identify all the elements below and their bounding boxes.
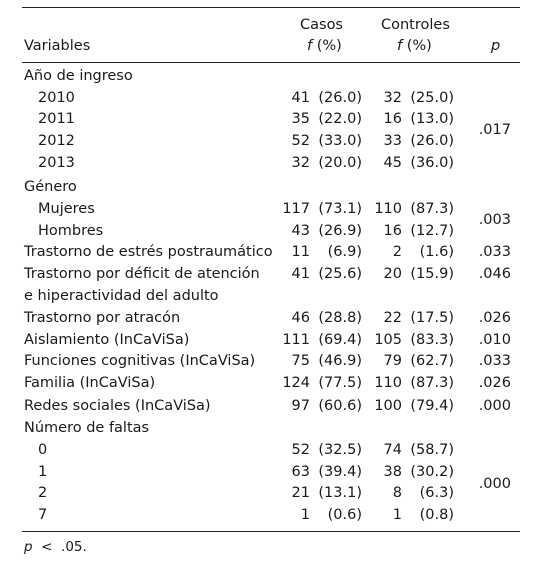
controls-percent: (26.0) — [410, 133, 454, 149]
group-label: Año de ingreso — [24, 68, 133, 84]
p-value: .026 — [478, 375, 511, 391]
row-label: Redes sociales (InCaViSa) — [24, 398, 211, 414]
cases-count: 124 — [282, 375, 310, 391]
p-value: .033 — [478, 353, 511, 369]
controls-percent: (83.3) — [410, 332, 454, 348]
row-label: Funciones cognitivas (InCaViSa) — [24, 353, 256, 369]
controls-count: 110 — [374, 375, 402, 391]
group-label: Número de faltas — [24, 420, 150, 436]
controls-count: 100 — [374, 398, 402, 414]
controls-percent: (12.7) — [410, 223, 454, 239]
controls-count: 16 — [383, 111, 402, 127]
cases-count: 41 — [291, 266, 310, 282]
cases-count: 11 — [291, 244, 310, 260]
controls-count: 45 — [383, 155, 402, 171]
controls-percent: (25.0) — [410, 90, 454, 106]
row-label: 2013 — [38, 155, 75, 171]
cases-percent: (22.0) — [318, 111, 362, 127]
top-rule — [22, 7, 520, 8]
controls-percent: (87.3) — [410, 201, 454, 217]
controls-percent: (62.7) — [410, 353, 454, 369]
cases-count: 75 — [291, 353, 310, 369]
controls-percent: (36.0) — [410, 155, 454, 171]
controls-count: 16 — [383, 223, 402, 239]
cases-count: 1 — [300, 507, 310, 523]
controls-percent: (15.9) — [410, 266, 454, 282]
row-label: 0 — [38, 442, 48, 458]
controls-count: 20 — [383, 266, 402, 282]
header-p: p — [491, 38, 501, 54]
bottom-rule — [22, 531, 520, 532]
row-label: 2012 — [38, 133, 75, 149]
cases-percent: (69.4) — [318, 332, 362, 348]
p-value: .000 — [478, 476, 511, 492]
controls-percent: (1.6) — [419, 244, 454, 260]
controls-count: 1 — [392, 507, 402, 523]
controls-count: 32 — [383, 90, 402, 106]
controls-percent: (58.7) — [410, 442, 454, 458]
cases-count: 21 — [291, 485, 310, 501]
cases-count: 32 — [291, 155, 310, 171]
cases-percent: (20.0) — [318, 155, 362, 171]
row-label: Hombres — [38, 223, 104, 239]
cases-percent: (77.5) — [318, 375, 362, 391]
cases-percent: (25.6) — [318, 266, 362, 282]
cases-percent: (46.9) — [318, 353, 362, 369]
controls-count: 2 — [392, 244, 402, 260]
cases-count: 52 — [291, 133, 310, 149]
cases-percent: (60.6) — [318, 398, 362, 414]
controls-count: 22 — [383, 310, 402, 326]
controls-count: 79 — [383, 353, 402, 369]
p-value: .010 — [478, 332, 511, 348]
cases-percent: (26.0) — [318, 90, 362, 106]
row-label: 2011 — [38, 111, 75, 127]
cases-percent: (26.9) — [318, 223, 362, 239]
cases-count: 63 — [291, 464, 310, 480]
cases-count: 111 — [282, 332, 310, 348]
row-label: 7 — [38, 507, 48, 523]
controls-percent: (0.8) — [419, 507, 454, 523]
row-label: 2010 — [38, 90, 75, 106]
p-value: .046 — [478, 266, 511, 282]
cases-count: 52 — [291, 442, 310, 458]
row-label: 1 — [38, 464, 48, 480]
controls-percent: (6.3) — [419, 485, 454, 501]
cases-percent: (6.9) — [327, 244, 362, 260]
row-label-continued: e hiperactividad del adulto — [24, 288, 219, 304]
cases-count: 35 — [291, 111, 310, 127]
cases-percent: (0.6) — [327, 507, 362, 523]
cases-percent: (73.1) — [318, 201, 362, 217]
row-label: Mujeres — [38, 201, 95, 217]
cases-percent: (28.8) — [318, 310, 362, 326]
controls-count: 8 — [392, 485, 402, 501]
table-footnote: p < .05. — [24, 539, 87, 555]
cases-percent: (39.4) — [318, 464, 362, 480]
controls-percent: (87.3) — [410, 375, 454, 391]
cases-count: 41 — [291, 90, 310, 106]
row-label: Trastorno por atracón — [24, 310, 181, 326]
cases-percent: (32.5) — [318, 442, 362, 458]
controls-percent: (13.0) — [410, 111, 454, 127]
header-variables: Variables — [24, 38, 91, 54]
p-value: .017 — [478, 122, 511, 138]
group-label: Género — [24, 179, 77, 195]
row-label: Trastorno por déficit de atención — [24, 266, 260, 282]
header-cases: Casos — [300, 17, 343, 33]
row-label: Trastorno de estrés postraumático — [24, 244, 273, 260]
p-value: .003 — [478, 212, 511, 228]
controls-percent: (79.4) — [410, 398, 454, 414]
row-label: 2 — [38, 485, 48, 501]
p-value: .026 — [478, 310, 511, 326]
cases-count: 97 — [291, 398, 310, 414]
row-label: Familia (InCaViSa) — [24, 375, 156, 391]
p-value: .000 — [478, 398, 511, 414]
cases-percent: (33.0) — [318, 133, 362, 149]
header-controls: Controles — [381, 17, 450, 33]
cases-percent: (13.1) — [318, 485, 362, 501]
controls-count: 38 — [383, 464, 402, 480]
cases-count: 43 — [291, 223, 310, 239]
controls-count: 105 — [374, 332, 402, 348]
controls-count: 74 — [383, 442, 402, 458]
cases-count: 117 — [282, 201, 310, 217]
controls-count: 110 — [374, 201, 402, 217]
controls-count: 33 — [383, 133, 402, 149]
controls-percent: (17.5) — [410, 310, 454, 326]
header-cases-sub: f (%) — [307, 38, 342, 54]
p-value: .033 — [478, 244, 511, 260]
cases-count: 46 — [291, 310, 310, 326]
header-controls-sub: f (%) — [397, 38, 432, 54]
row-label: Aislamiento (InCaViSa) — [24, 332, 190, 348]
header-rule — [22, 62, 520, 63]
controls-percent: (30.2) — [410, 464, 454, 480]
